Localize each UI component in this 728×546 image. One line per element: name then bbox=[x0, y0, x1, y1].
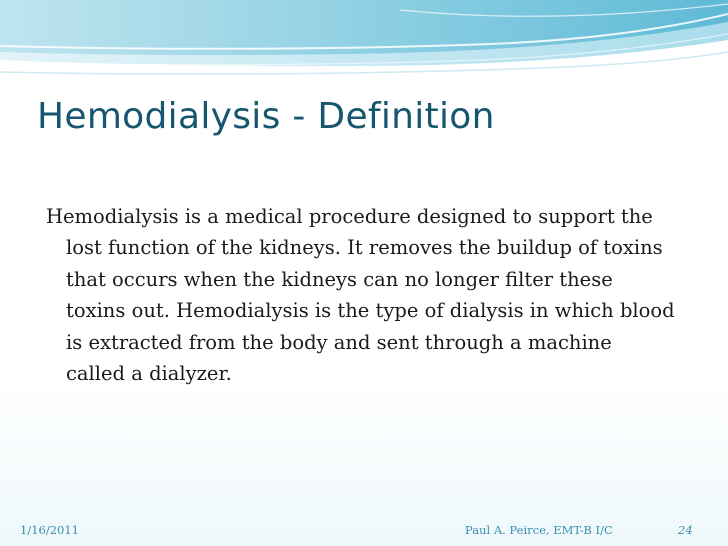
footer-author: Paul A. Peirce, EMT-B I/C bbox=[465, 523, 613, 537]
footer-page-number: 24 bbox=[678, 523, 693, 537]
decorative-header-waves bbox=[0, 0, 728, 80]
definition-paragraph: Hemodialysis is a medical procedure designed to support the lost function of the kidneys. It removes the buildup of toxins that occurs when the kidneys can no longer filter these toxins out. Hemodialysis is the type of dialysis in which blood is extracted from the body and sent through a machine called a dialyzer. bbox=[46, 205, 675, 386]
footer-date: 1/16/2011 bbox=[20, 523, 79, 537]
slide-title: Hemodialysis - Definition bbox=[37, 96, 495, 137]
